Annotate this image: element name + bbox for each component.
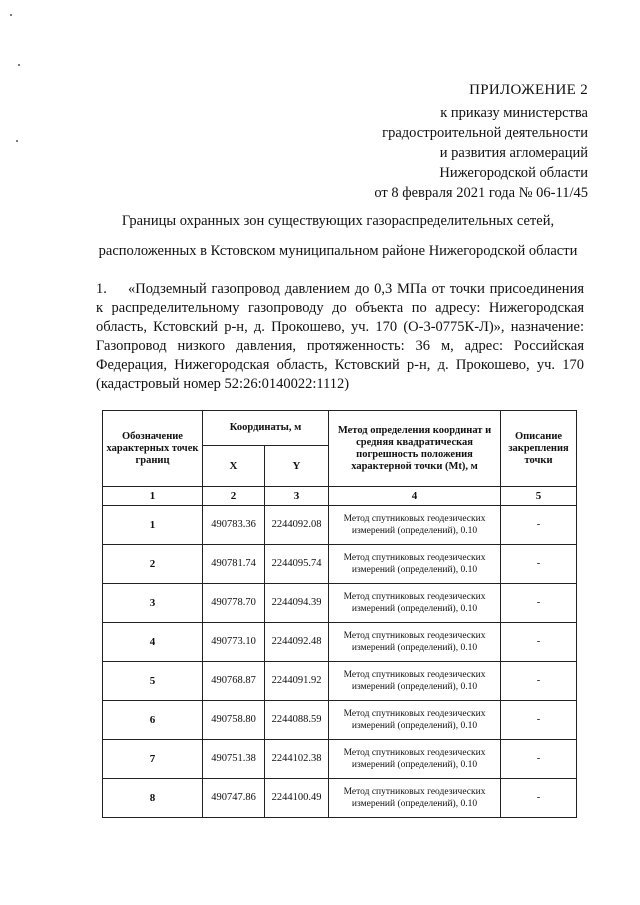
appendix-line: и развития агломераций xyxy=(439,145,588,161)
method-cell: Метод спутниковых геодезических измерений (определений), 0.10 xyxy=(329,584,501,623)
method-cell: Метод спутниковых геодезических измерений (определений), 0.10 xyxy=(329,545,501,584)
table-row xyxy=(103,545,577,584)
point-label: 6 xyxy=(103,701,203,740)
x-coordinate: 490747.86 xyxy=(203,779,265,818)
y-coordinate: 2244092.48 xyxy=(265,623,329,662)
appendix-block xyxy=(268,80,588,203)
description-cell: - xyxy=(501,701,577,740)
header-y: Y xyxy=(265,446,329,487)
x-coordinate: 490781.74 xyxy=(203,545,265,584)
point-label: 7 xyxy=(103,740,203,779)
header-method: Метод определения координат и средняя квадратическая погрешность положения характерной точки (Mt), м xyxy=(329,411,501,487)
column-number: 5 xyxy=(501,487,577,506)
x-coordinate: 490768.87 xyxy=(203,662,265,701)
y-coordinate: 2244092.08 xyxy=(265,506,329,545)
appendix-line: градостроительной деятельности xyxy=(382,125,588,141)
coordinates-table xyxy=(102,410,577,818)
document-heading xyxy=(78,212,598,260)
item-number: 1. xyxy=(96,281,107,297)
x-coordinate: 490778.70 xyxy=(203,584,265,623)
column-number: 2 xyxy=(203,487,265,506)
x-coordinate: 490758.80 xyxy=(203,701,265,740)
y-coordinate: 2244100.49 xyxy=(265,779,329,818)
appendix-line: Нижегородской области xyxy=(439,165,588,181)
heading-line: расположенных в Кстовском муниципальном районе Нижегородской области xyxy=(98,243,578,259)
description-cell: - xyxy=(501,740,577,779)
header-description: Описание закрепления точки xyxy=(501,411,577,487)
method-cell: Метод спутниковых геодезических измерений (определений), 0.10 xyxy=(329,623,501,662)
scan-speck xyxy=(16,140,18,142)
description-cell: - xyxy=(501,662,577,701)
header-x: X xyxy=(203,446,265,487)
table-row xyxy=(103,584,577,623)
scan-speck xyxy=(18,64,20,66)
description-cell: - xyxy=(501,545,577,584)
table-row xyxy=(103,701,577,740)
y-coordinate: 2244102.38 xyxy=(265,740,329,779)
point-label: 1 xyxy=(103,506,203,545)
heading-line: Границы охранных зон существующих газораспределительных сетей, xyxy=(121,213,555,229)
description-cell: - xyxy=(501,623,577,662)
description-cell: - xyxy=(501,584,577,623)
point-label: 3 xyxy=(103,584,203,623)
column-number: 1 xyxy=(103,487,203,506)
table-row xyxy=(103,662,577,701)
point-label: 8 xyxy=(103,779,203,818)
y-coordinate: 2244091.92 xyxy=(265,662,329,701)
y-coordinate: 2244094.39 xyxy=(265,584,329,623)
x-coordinate: 490773.10 xyxy=(203,623,265,662)
table-row xyxy=(103,779,577,818)
method-cell: Метод спутниковых геодезических измерений (определений), 0.10 xyxy=(329,701,501,740)
header-point: Обозначение характерных точек границ xyxy=(103,411,203,487)
method-cell: Метод спутниковых геодезических измерений (определений), 0.10 xyxy=(329,662,501,701)
description-cell: - xyxy=(501,506,577,545)
table-row xyxy=(103,623,577,662)
method-cell: Метод спутниковых геодезических измерений (определений), 0.10 xyxy=(329,740,501,779)
appendix-title: ПРИЛОЖЕНИЕ 2 xyxy=(469,82,588,98)
item-paragraph xyxy=(96,280,584,394)
point-label: 4 xyxy=(103,623,203,662)
point-label: 2 xyxy=(103,545,203,584)
point-label: 5 xyxy=(103,662,203,701)
appendix-line: от 8 февраля 2021 года № 06-11/45 xyxy=(374,185,588,201)
x-coordinate: 490783.36 xyxy=(203,506,265,545)
column-number: 4 xyxy=(329,487,501,506)
description-cell: - xyxy=(501,779,577,818)
table-row xyxy=(103,740,577,779)
column-number: 3 xyxy=(265,487,329,506)
appendix-line: к приказу министерства xyxy=(440,105,588,121)
y-coordinate: 2244095.74 xyxy=(265,545,329,584)
item-text: «Подземный газопровод давлением до 0,3 МПа от точки присоединения к распределительному газопроводу до объекта по адресу: Нижегородская область, Кстовский р-н, д. Прокошево, уч. 170 (О-3-0775К-Л)», назначение: Газопровод низкого давления, протяженность: 36 м, адрес: Российская Федерация, Нижегородская область, Кстовский р-н, д. Прокошево, уч. 170 (кадастровый номер 52:26:0140022:1112) xyxy=(96,281,584,392)
y-coordinate: 2244088.59 xyxy=(265,701,329,740)
table-row xyxy=(103,506,577,545)
x-coordinate: 490751.38 xyxy=(203,740,265,779)
scan-speck xyxy=(10,14,12,16)
method-cell: Метод спутниковых геодезических измерений (определений), 0.10 xyxy=(329,779,501,818)
header-coordinates: Координаты, м xyxy=(203,411,329,446)
method-cell: Метод спутниковых геодезических измерений (определений), 0.10 xyxy=(329,506,501,545)
